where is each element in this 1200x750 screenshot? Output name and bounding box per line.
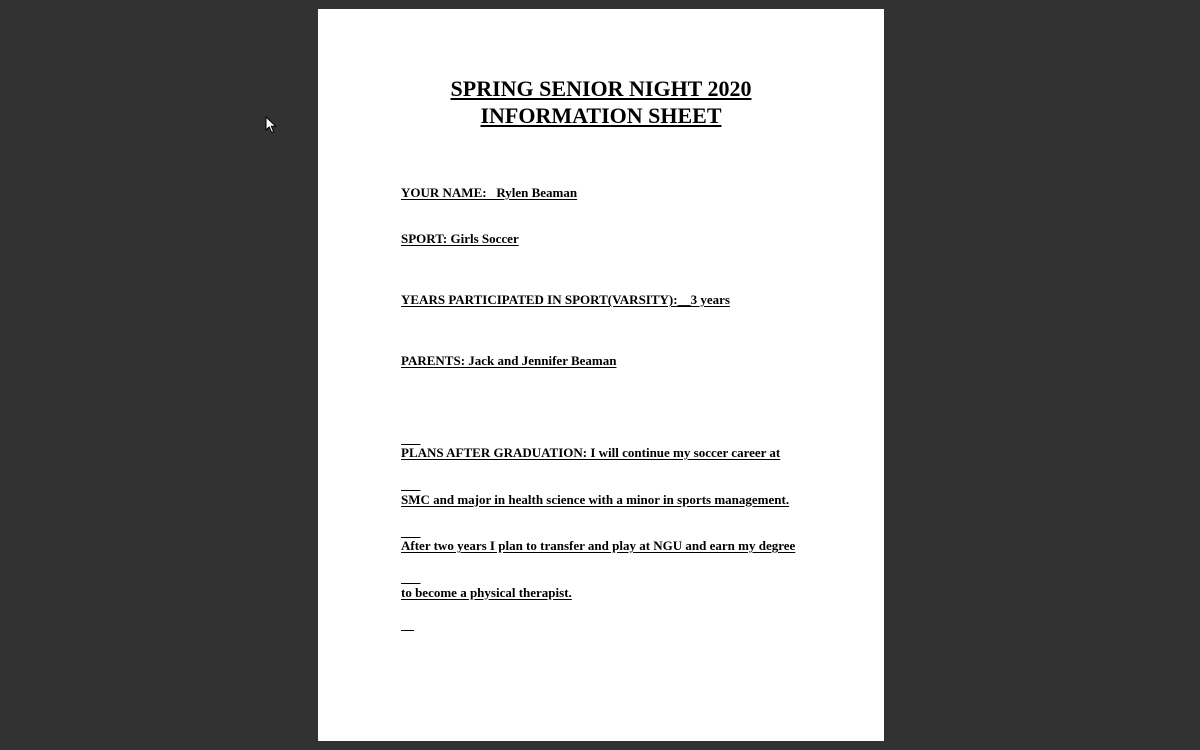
years-field: YEARS PARTICIPATED IN SPORT(VARSITY):__3 years [401,292,730,307]
plans-line-4: to become a physical therapist. [401,584,572,600]
page-title [318,76,884,102]
plans-line-1: PLANS AFTER GRADUATION: I will continue my soccer career at [401,445,781,460]
title-line-2: INFORMATION SHEET [480,103,722,128]
document-page[interactable] [318,9,884,741]
plans-line-3: After two years I plan to transfer and play at NGU and earn my degree [401,538,796,553]
sport-field: SPORT: Girls Soccer [401,231,519,246]
plans-line-2: SMC and major in health science with a minor in sports management. [401,491,790,507]
plans-field [401,414,811,631]
page-subtitle [318,103,884,129]
parents-field: PARENTS: Jack and Jennifer Beaman [401,353,617,368]
mouse-pointer-icon [265,116,277,134]
title-line-1: SPRING SENIOR NIGHT 2020 [450,76,752,101]
name-field: YOUR NAME: Rylen Beaman [401,185,578,200]
